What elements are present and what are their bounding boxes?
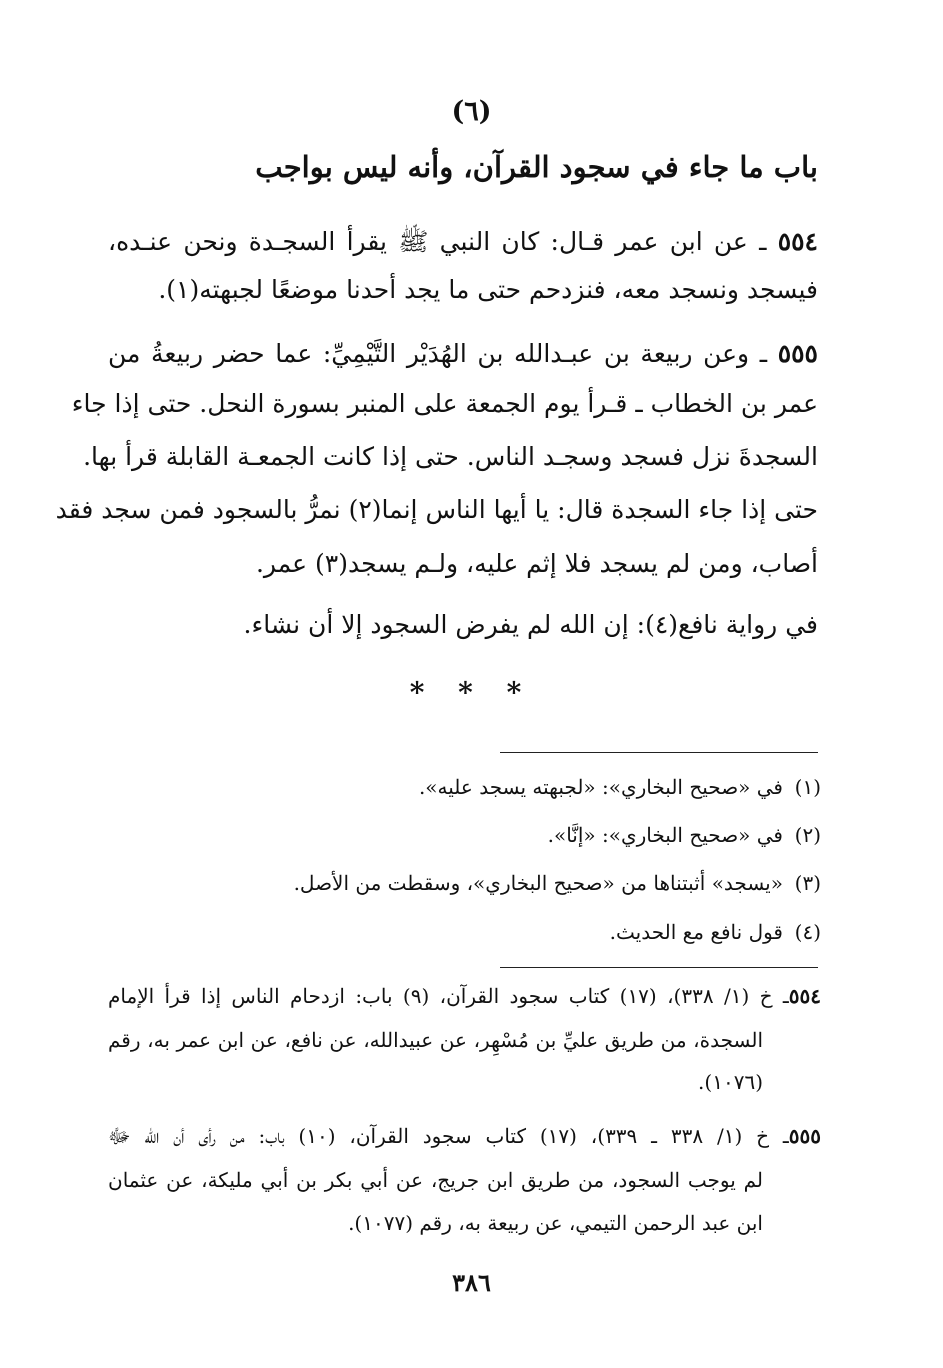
- chapter-title: باب ما جاء في سجود القرآن، وأنه ليس بواجب: [255, 150, 818, 184]
- footnote-4: (٤)قول نافع مع الحديث.: [609, 920, 821, 944]
- source-554-line-3: (١٠٧٦).: [698, 1070, 763, 1094]
- source-number: ٥٥٥: [788, 1124, 821, 1148]
- footnote-rule: [500, 752, 818, 753]
- hadith-555-line-5: أصاب، ومن لم يسجد فلا إثم عليه، ولـم يسجد(٣) عمر.: [255, 549, 818, 578]
- footnote-1: (١)في «صحيح البخاري»: «لجبهته يسجد عليه».: [418, 775, 821, 799]
- source-555-line-3: ابن عبد الرحمن التيمي، عن ربيعة به، رقم (١٠٧٧).: [348, 1211, 763, 1235]
- hadith-number: ٥٥٥: [777, 339, 818, 368]
- hadith-555-line-3: السجدةَ نزل فسجد وسجـد الناس. حتى إذا كانت الجمعـة القابلة قرأ بها.: [83, 442, 818, 471]
- source-555-line-2: لم يوجب السجود، من طريق ابن جريج، عن أبي بكر بن أبي مليكة، عن عثمان: [108, 1168, 763, 1192]
- source-554-line-2: السجدة، من طريق عليِّ بن مُسْهِر، عن عبيدالله، عن نافع، عن ابن عمر به، رقم: [108, 1028, 763, 1052]
- hadith-555-riwaya: في رواية نافع(٤): إن الله لم يفرض السجود إلا أن نشاء.: [243, 610, 818, 639]
- source-555-line-1: ٥٥٥ـ خ (١/ ٣٣٨ ـ ٣٣٩)، (١٧) كتاب سجود القرآن، (١٠) باب: من رأى أن الله ﷻ: [108, 1124, 821, 1148]
- source-554-line-1: ٥٥٤ـ خ (١/ ٣٣٨)، (١٧) كتاب سجود القرآن، (٩) باب: ازدحام الناس إذا قرأ الإمام: [108, 984, 821, 1008]
- footnote-2: (٢)في «صحيح البخاري»: «إنَّا».: [547, 823, 821, 847]
- hadith-text: ـ وعن ربيعة بن عبـدالله بن الهُدَيْر التَّيْمِيِّ: عما حضر ربيعةُ من: [108, 339, 768, 368]
- chapter-number: (٦): [451, 96, 492, 127]
- hadith-555-line-2: عمر بن الخطاب ـ قـرأ يوم الجمعة على المنبر بسورة النحل. حتى إذا جاء: [71, 389, 818, 418]
- hadith-554-line-1: [108, 228, 818, 256]
- footnote-3: (٣)«يسجد» أثبتناها من «صحيح البخاري»، وسقطت من الأصل.: [293, 871, 821, 895]
- hadith-554-line-2: فيسجد ونسجد معه، فنزدحم حتى ما يجد أحدنا موضعًا لجبهته(١).: [158, 275, 818, 304]
- hadith-555-line-1: [108, 340, 818, 368]
- source-number: ٥٥٤: [788, 984, 821, 1008]
- sources-rule: [500, 967, 818, 968]
- page-number: ٣٨٦: [452, 1268, 491, 1297]
- hadith-text: ـ عن ابن عمر قـال: كان النبي ﷺ يقرأ السجـدة ونحن عنـده،: [108, 227, 767, 256]
- hadith-number: ٥٥٤: [777, 227, 818, 256]
- hadith-555-line-4: حتى إذا جاء السجدة قال: يا أيها الناس إنما(٢) نمرُّ بالسجود فمن سجد فقد: [55, 495, 818, 524]
- section-separator: * * *: [409, 676, 534, 709]
